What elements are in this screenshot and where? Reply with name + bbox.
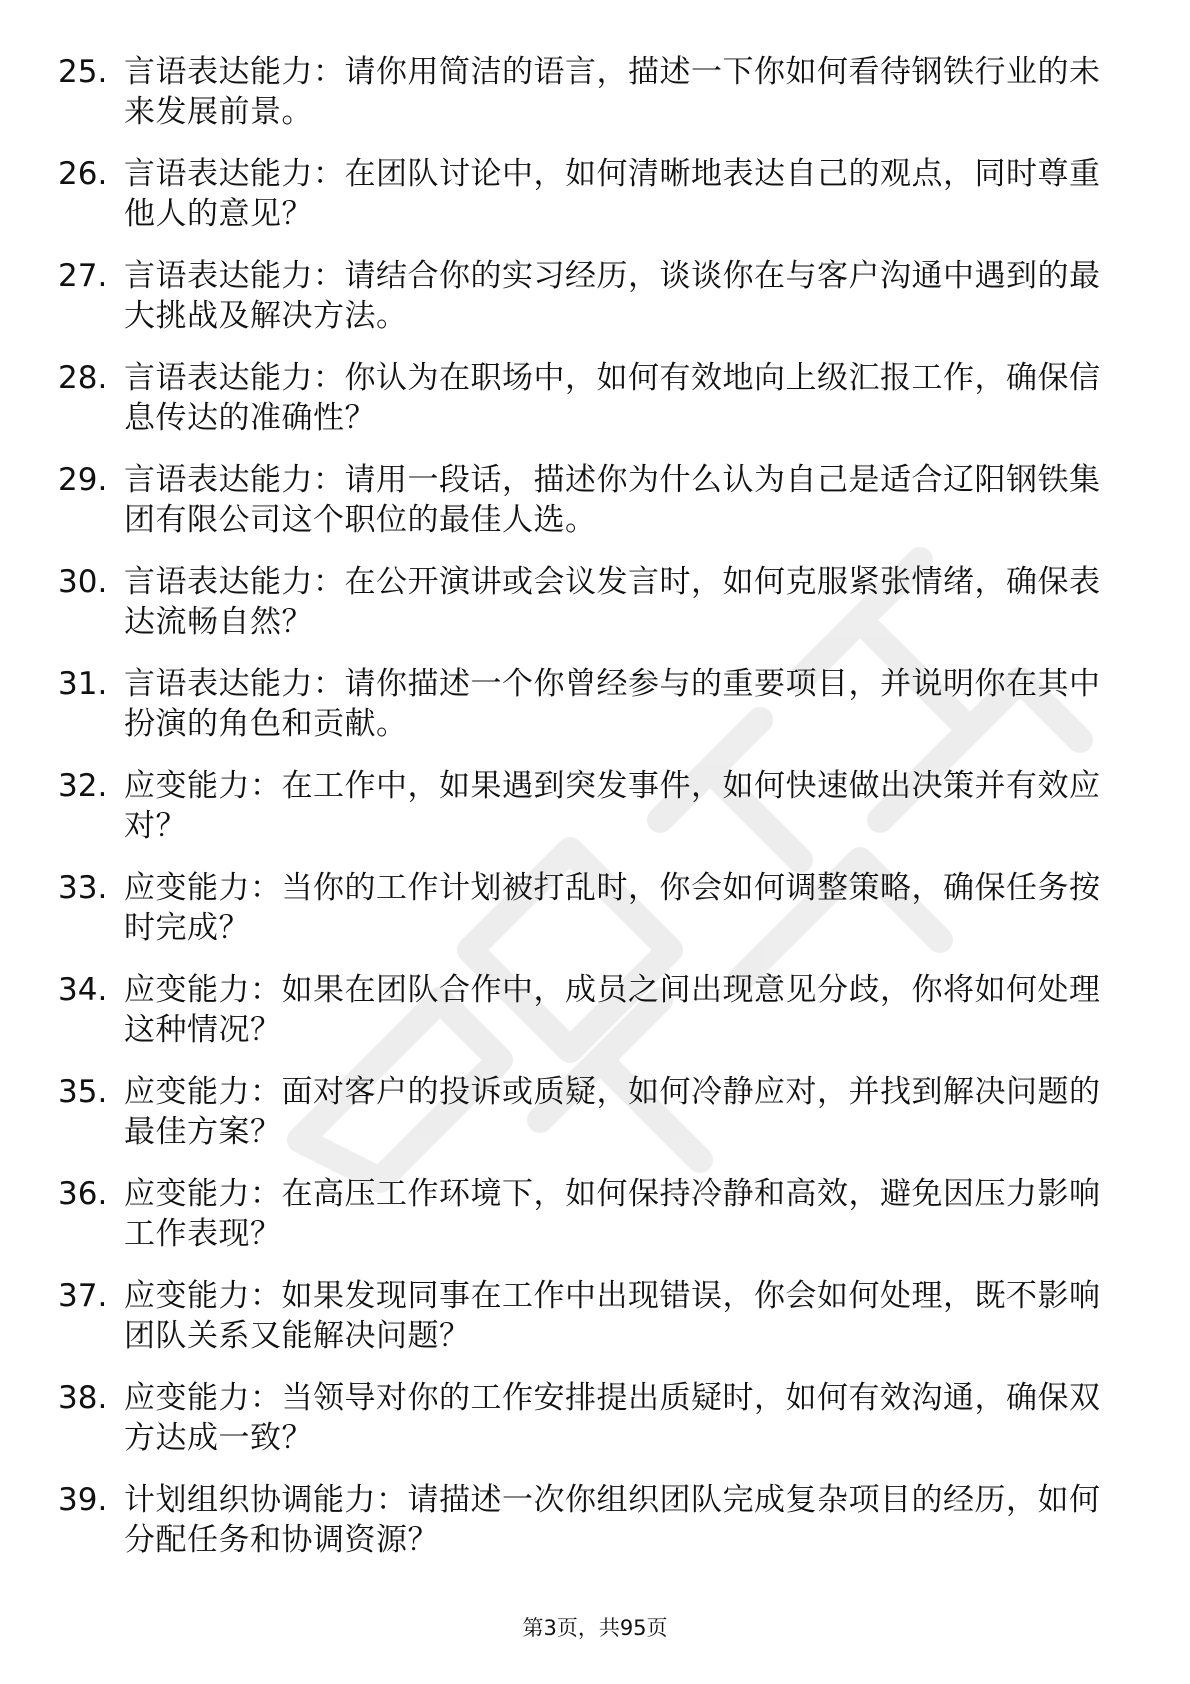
list-item	[58, 1072, 1118, 1174]
question-text: 应变能力：在高压工作环境下，如何保持冷静和高效，避免因压力影响工作表现？	[124, 1176, 1101, 1252]
question-text: 言语表达能力：在团队讨论中，如何清晰地表达自己的观点，同时尊重他人的意见？	[124, 156, 1101, 232]
question-number: 39.	[58, 1482, 108, 1518]
question-number: 33.	[58, 870, 108, 906]
list-item	[58, 664, 1118, 766]
question-text: 应变能力：当你的工作计划被打乱时，你会如何调整策略，确保任务按时完成？	[124, 870, 1101, 946]
question-number: 30.	[58, 564, 108, 600]
list-item	[58, 970, 1118, 1072]
question-number: 32.	[58, 768, 108, 804]
question-text: 言语表达能力：请你用简洁的语言，描述一下你如何看待钢铁行业的未来发展前景。	[124, 54, 1101, 130]
list-item	[58, 460, 1118, 562]
question-number: 29.	[58, 462, 108, 498]
question-text: 应变能力：当领导对你的工作安排提出质疑时，如何有效沟通，确保双方达成一致？	[124, 1380, 1101, 1456]
question-number: 26.	[58, 156, 108, 192]
question-number: 25.	[58, 54, 108, 90]
question-text: 应变能力：如果在团队合作中，成员之间出现意见分歧，你将如何处理这种情况？	[124, 972, 1101, 1048]
list-item	[58, 154, 1118, 256]
list-item	[58, 766, 1118, 868]
list-item	[58, 868, 1118, 970]
question-text: 言语表达能力：请你描述一个你曾经参与的重要项目，并说明你在其中扮演的角色和贡献。	[124, 666, 1101, 742]
question-text: 计划组织协调能力：请描述一次你组织团队完成复杂项目的经历，如何分配任务和协调资源？	[124, 1482, 1101, 1558]
question-number: 36.	[58, 1176, 108, 1212]
list-item	[58, 1276, 1118, 1378]
list-item	[58, 52, 1118, 154]
question-number: 34.	[58, 972, 108, 1008]
question-number: 38.	[58, 1380, 108, 1416]
question-list	[58, 52, 1118, 1582]
question-text: 言语表达能力：你认为在职场中，如何有效地向上级汇报工作，确保信息传达的准确性？	[124, 360, 1101, 436]
list-item	[58, 1480, 1118, 1582]
question-text: 言语表达能力：请用一段话，描述你为什么认为自己是适合辽阳钢铁集团有限公司这个职位的最佳人选。	[124, 462, 1101, 538]
question-number: 35.	[58, 1074, 108, 1110]
question-text: 应变能力：面对客户的投诉或质疑，如何冷静应对，并找到解决问题的最佳方案？	[124, 1074, 1101, 1150]
question-text: 言语表达能力：在公开演讲或会议发言时，如何克服紧张情绪，确保表达流畅自然？	[124, 564, 1101, 640]
question-number: 27.	[58, 258, 108, 294]
question-text: 言语表达能力：请结合你的实习经历，谈谈你在与客户沟通中遇到的最大挑战及解决方法。	[124, 258, 1101, 334]
list-item	[58, 256, 1118, 358]
question-text: 应变能力：在工作中，如果遇到突发事件，如何快速做出决策并有效应对？	[124, 768, 1101, 844]
question-text: 应变能力：如果发现同事在工作中出现错误，你会如何处理，既不影响团队关系又能解决问题？	[124, 1278, 1101, 1354]
question-number: 37.	[58, 1278, 108, 1314]
list-item	[58, 1378, 1118, 1480]
list-item	[58, 358, 1118, 460]
list-item	[58, 562, 1118, 664]
list-item	[58, 1174, 1118, 1276]
page-number-footer: 第3页，共95页	[522, 1616, 668, 1640]
question-number: 31.	[58, 666, 108, 702]
question-number: 28.	[58, 360, 108, 396]
